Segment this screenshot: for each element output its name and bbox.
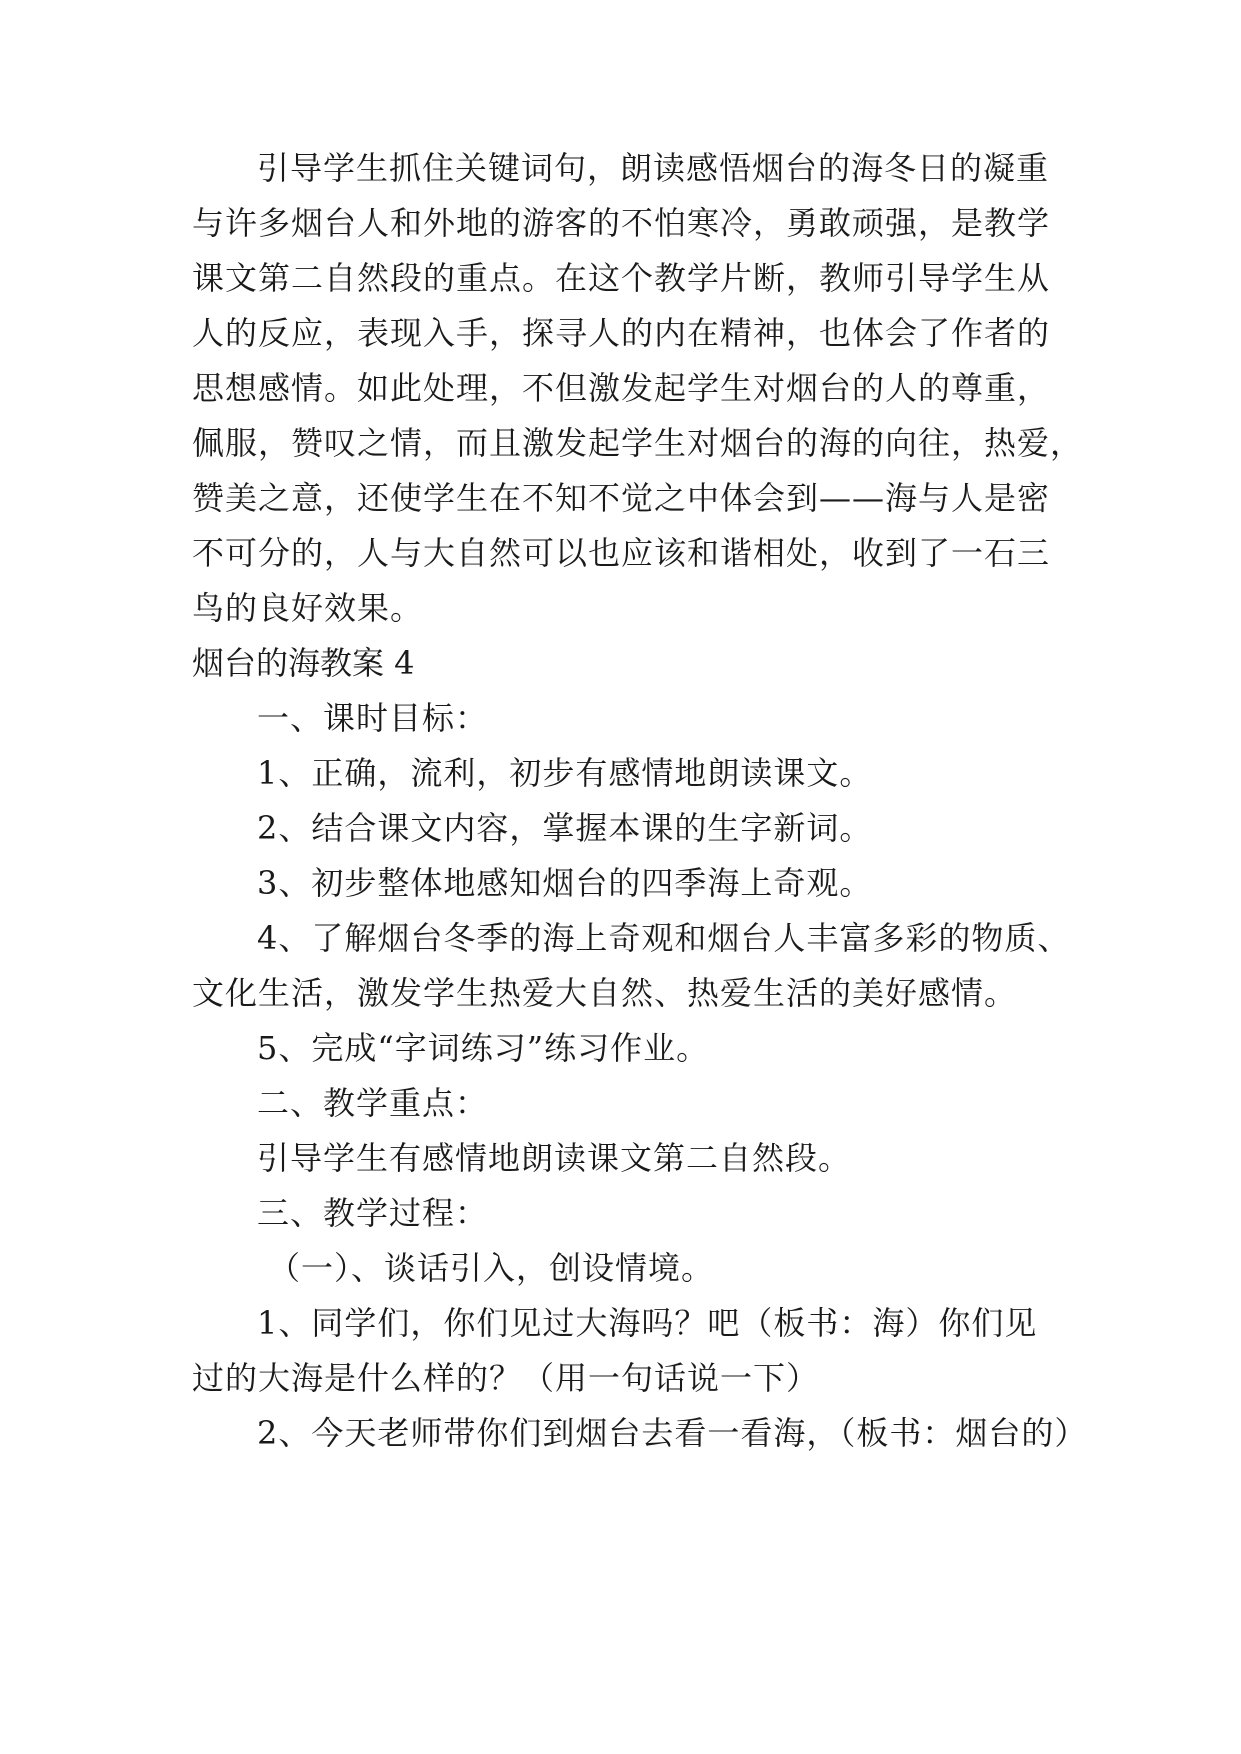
subheading: 一、课时目标：: [257, 699, 489, 737]
paragraph-line: 赞美之意，还使学生在不知不觉之中体会到——海与人是密: [192, 479, 1051, 517]
paragraph-line: 人的反应，表现入手，探寻人的内在精神，也体会了作者的: [192, 314, 1051, 352]
list-item: 5、完成“字词练习”练习作业。: [257, 1029, 710, 1067]
list-item-continuation: 过的大海是什么样的？（用一句话说一下）: [192, 1359, 820, 1397]
paragraph-line: 不可分的，人与大自然可以也应该和谐相处，收到了一石三: [192, 534, 1051, 572]
list-item-continuation: 文化生活，激发学生热爱大自然、热爱生活的美好感情。: [192, 974, 1018, 1012]
subheading: 二、教学重点：: [257, 1084, 489, 1122]
section-title: 烟台的海教案 4: [192, 644, 415, 682]
paragraph-line: 思想感情。如此处理，不但激发起学生对烟台的人的尊重，: [192, 369, 1051, 407]
list-item: 4、了解烟台冬季的海上奇观和烟台人丰富多彩的物质、: [257, 919, 1071, 957]
subheading: 三、教学过程：: [257, 1194, 489, 1232]
list-item: 1、正确，流利，初步有感情地朗读课文。: [257, 754, 873, 792]
list-item: 2、今天老师带你们到烟台去看一看海，（板书：烟台的）: [257, 1414, 1088, 1452]
list-item: 3、初步整体地感知烟台的四季海上奇观。: [257, 864, 873, 902]
paragraph-line: 与许多烟台人和外地的游客的不怕寒冷，勇敢顽强，是教学: [192, 204, 1051, 242]
list-item: 2、结合课文内容，掌握本课的生字新词。: [257, 809, 873, 847]
paragraph-line: 引导学生抓住关键词句，朗读感悟烟台的海冬日的凝重: [257, 149, 1050, 187]
paragraph-line: 佩服，赞叹之情，而且激发起学生对烟台的海的向往，热爱，: [192, 424, 1084, 462]
paragraph-line: 鸟的良好效果。: [192, 589, 424, 627]
list-item: 1、同学们，你们见过大海吗？吧（板书：海）你们见: [257, 1304, 1038, 1342]
paragraph-line: 课文第二自然段的重点。在这个教学片断，教师引导学生从: [192, 259, 1051, 297]
paragraph-line: 引导学生有感情地朗读课文第二自然段。: [257, 1139, 852, 1177]
step-heading: （一）、谈话引入，创设情境。: [268, 1249, 715, 1287]
